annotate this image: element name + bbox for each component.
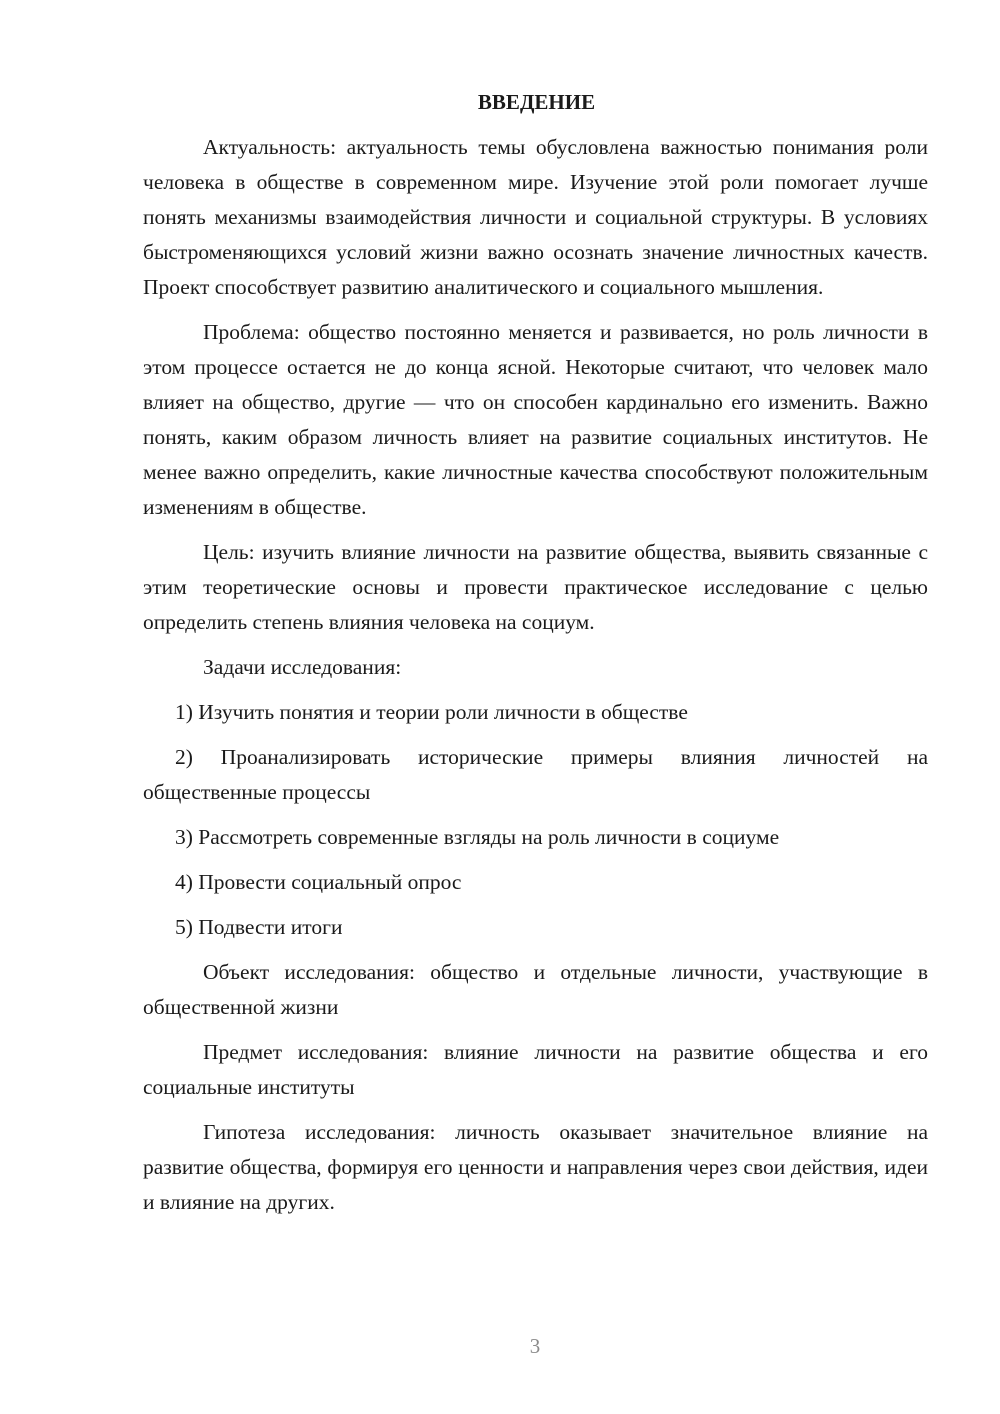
relevance-paragraph: Актуальность: актуальность темы обусловлена важностью понимания роли человека в обществе в современном мире. Изучение этой роли помогает лучше понять механизмы взаимодействия личности и социальной структуры. В условиях быстроменяющихся условий жизни важно осознать значение личностных качеств. Проект способствует развитию аналитического и социального мышления. [143,135,928,299]
hypothesis-paragraph: Гипотеза исследования: личность оказывает значительное влияние на развитие общества, формируя его ценности и направления через свои действия, идеи и влияние на других. [143,1120,928,1214]
problem-paragraph: Проблема: общество постоянно меняется и развивается, но роль личности в этом процессе остается не до конца ясной. Некоторые считают, что человек мало влияет на общество, другие — что он способен кардинально его изменить. Важно понять, каким образом личность влияет на развитие социальных институтов. Не менее важно определить, какие личностные качества способствуют положительным изменениям в обществе. [143,320,928,519]
page-number: 3 [529,1334,541,1358]
object-paragraph: Объект исследования: общество и отдельные личности, участвующие в общественной жизни [143,960,928,1019]
document-page [143,90,928,1220]
tasks-heading: Задачи исследования: [203,655,402,679]
task-item-1: 1) Изучить понятия и теории роли личности в обществе [175,700,688,724]
task-item-5: 5) Подвести итоги [175,915,343,939]
subject-paragraph: Предмет исследования: влияние личности на развитие общества и его социальные институты [143,1040,928,1099]
task-item-3: 3) Рассмотреть современные взгляды на роль личности в социуме [175,825,780,849]
page-title: ВВЕДЕНИЕ [477,90,596,114]
task-item-2: 2) Проанализировать исторические примеры влияния личностей на общественные процессы [143,745,928,804]
task-item-4: 4) Провести социальный опрос [175,870,462,894]
goal-paragraph: Цель: изучить влияние личности на развитие общества, выявить связанные с этим теоретические основы и провести практическое исследование с целью определить степень влияния человека на социум. [143,540,928,634]
